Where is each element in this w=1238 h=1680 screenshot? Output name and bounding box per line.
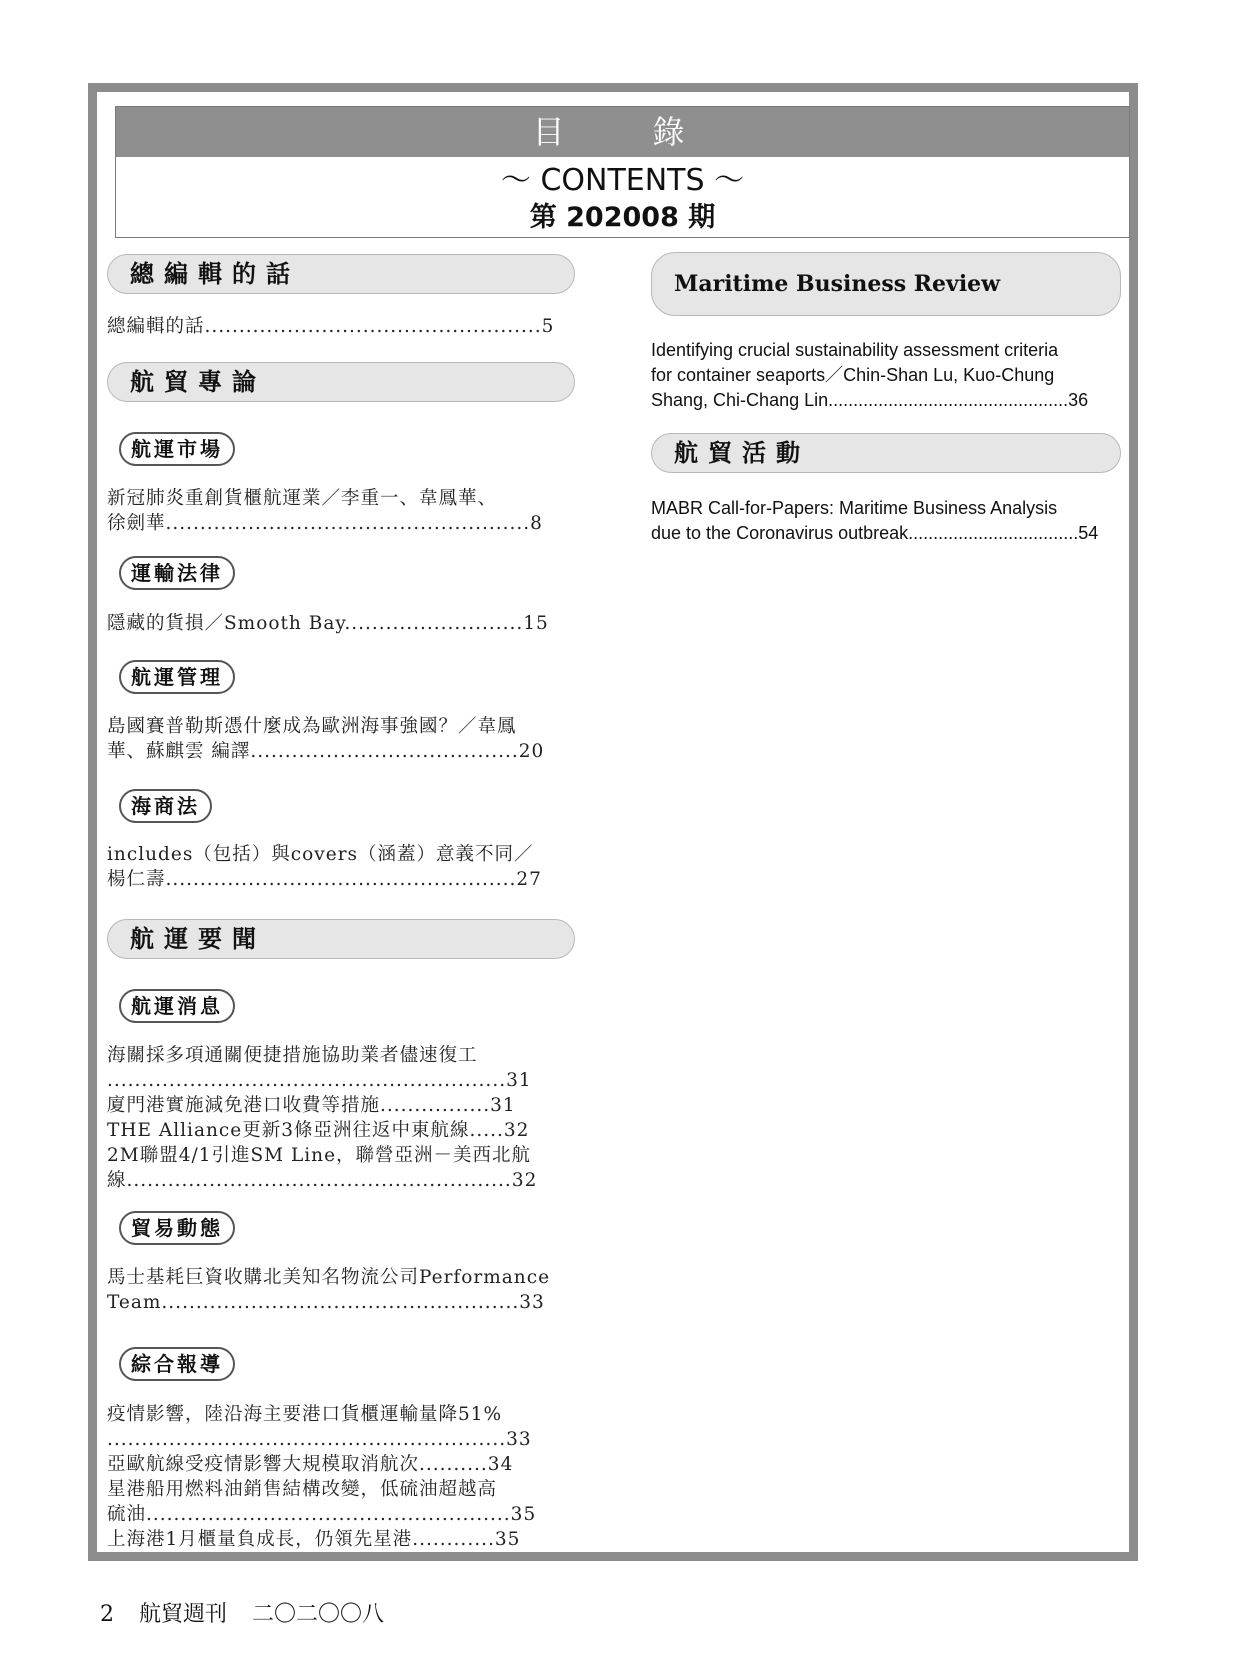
toc-entry-editor[interactable]: 總編輯的話.................................................5 [107,316,555,337]
subsection-trade: 貿易動態 [119,1211,235,1245]
page-number: 2 [100,1602,114,1627]
subsection-maritime-law: 海商法 [119,789,212,823]
section-activities-heading: 航貿活動 [651,433,1121,473]
toc-entry-maritime-law[interactable]: includes（包括）與covers（涵蓋）意義不同／ 楊仁壽...................................................27 [107,844,542,890]
toc-entry-shipping-management[interactable]: 島國賽普勒斯憑什麼成為歐洲海事強國？／韋鳳 華、蘇麒雲 編譯.......................................20 [107,716,545,762]
subsection-shipping-management: 航運管理 [119,660,235,694]
toc-entry-activities[interactable]: MABR Call-for-Papers: Maritime Business Analysis due to the Coronavirus outbreak..................................54 [651,498,1099,543]
toc-entry-mbr[interactable]: Identifying crucial sustainability assessment criteria for container seaports／Chin-Shan Lu, Kuo-Chung Shang, Chi-Chang Lin................................................36 [651,340,1089,410]
journal-name: 航貿週刊 [139,1602,228,1627]
section-mbr-heading: Maritime Business Review [651,252,1121,316]
toc-entry-trade[interactable]: 馬士基耗巨資收購北美知名物流公司Performance Team....................................................33 [107,1267,551,1313]
toc-entry-transport-law[interactable]: 隱藏的貨損／Smooth Bay..........................15 [107,613,549,634]
toc-entry-shipping-market[interactable]: 新冠肺炎重創貨櫃航運業／李重一、韋鳳華、 徐劍華.....................................................8 [107,488,543,534]
subsection-report: 綜合報導 [119,1347,235,1381]
section-news-heading: 航運要聞 [107,919,575,959]
header-issue: 第 202008 期 [529,202,716,233]
contents-frame [88,83,1138,1561]
subsection-transport-law: 運輸法律 [119,556,235,590]
footer-issue: 二〇二〇〇八 [252,1602,385,1627]
header-title: 目 錄 [116,107,1129,157]
section-commentary-heading: 航貿專論 [107,362,575,402]
page-footer [100,1597,402,1628]
contents-header [115,106,1130,238]
subsection-shipping-news: 航運消息 [119,989,235,1023]
subsection-shipping-market: 航運市場 [119,432,235,466]
header-contents: ～ CONTENTS ～ [500,163,745,198]
section-editor-heading: 總編輯的話 [107,254,575,294]
toc-entry-shipping-news[interactable]: 海關採多項通關便捷措施協助業者儘速復工 ..........................................................31 廈門港實施減免港口收費等措施................31 THE Alliance更新3條亞洲往返中東航線.....32 2M聯盟4/1引進SM Line，聯營亞洲－美西北航 線........................................................32 [107,1045,538,1191]
toc-entry-report[interactable]: 疫情影響，陸沿海主要港口貨櫃運輸量降51% ..........................................................33 亞歐航線受疫情影響大規模取消航次..........34 星港船用燃料油銷售結構改變，低硫油超越高 硫油.....................................................35 上海港1月櫃量負成長，仍領先星港............35 [107,1404,537,1550]
